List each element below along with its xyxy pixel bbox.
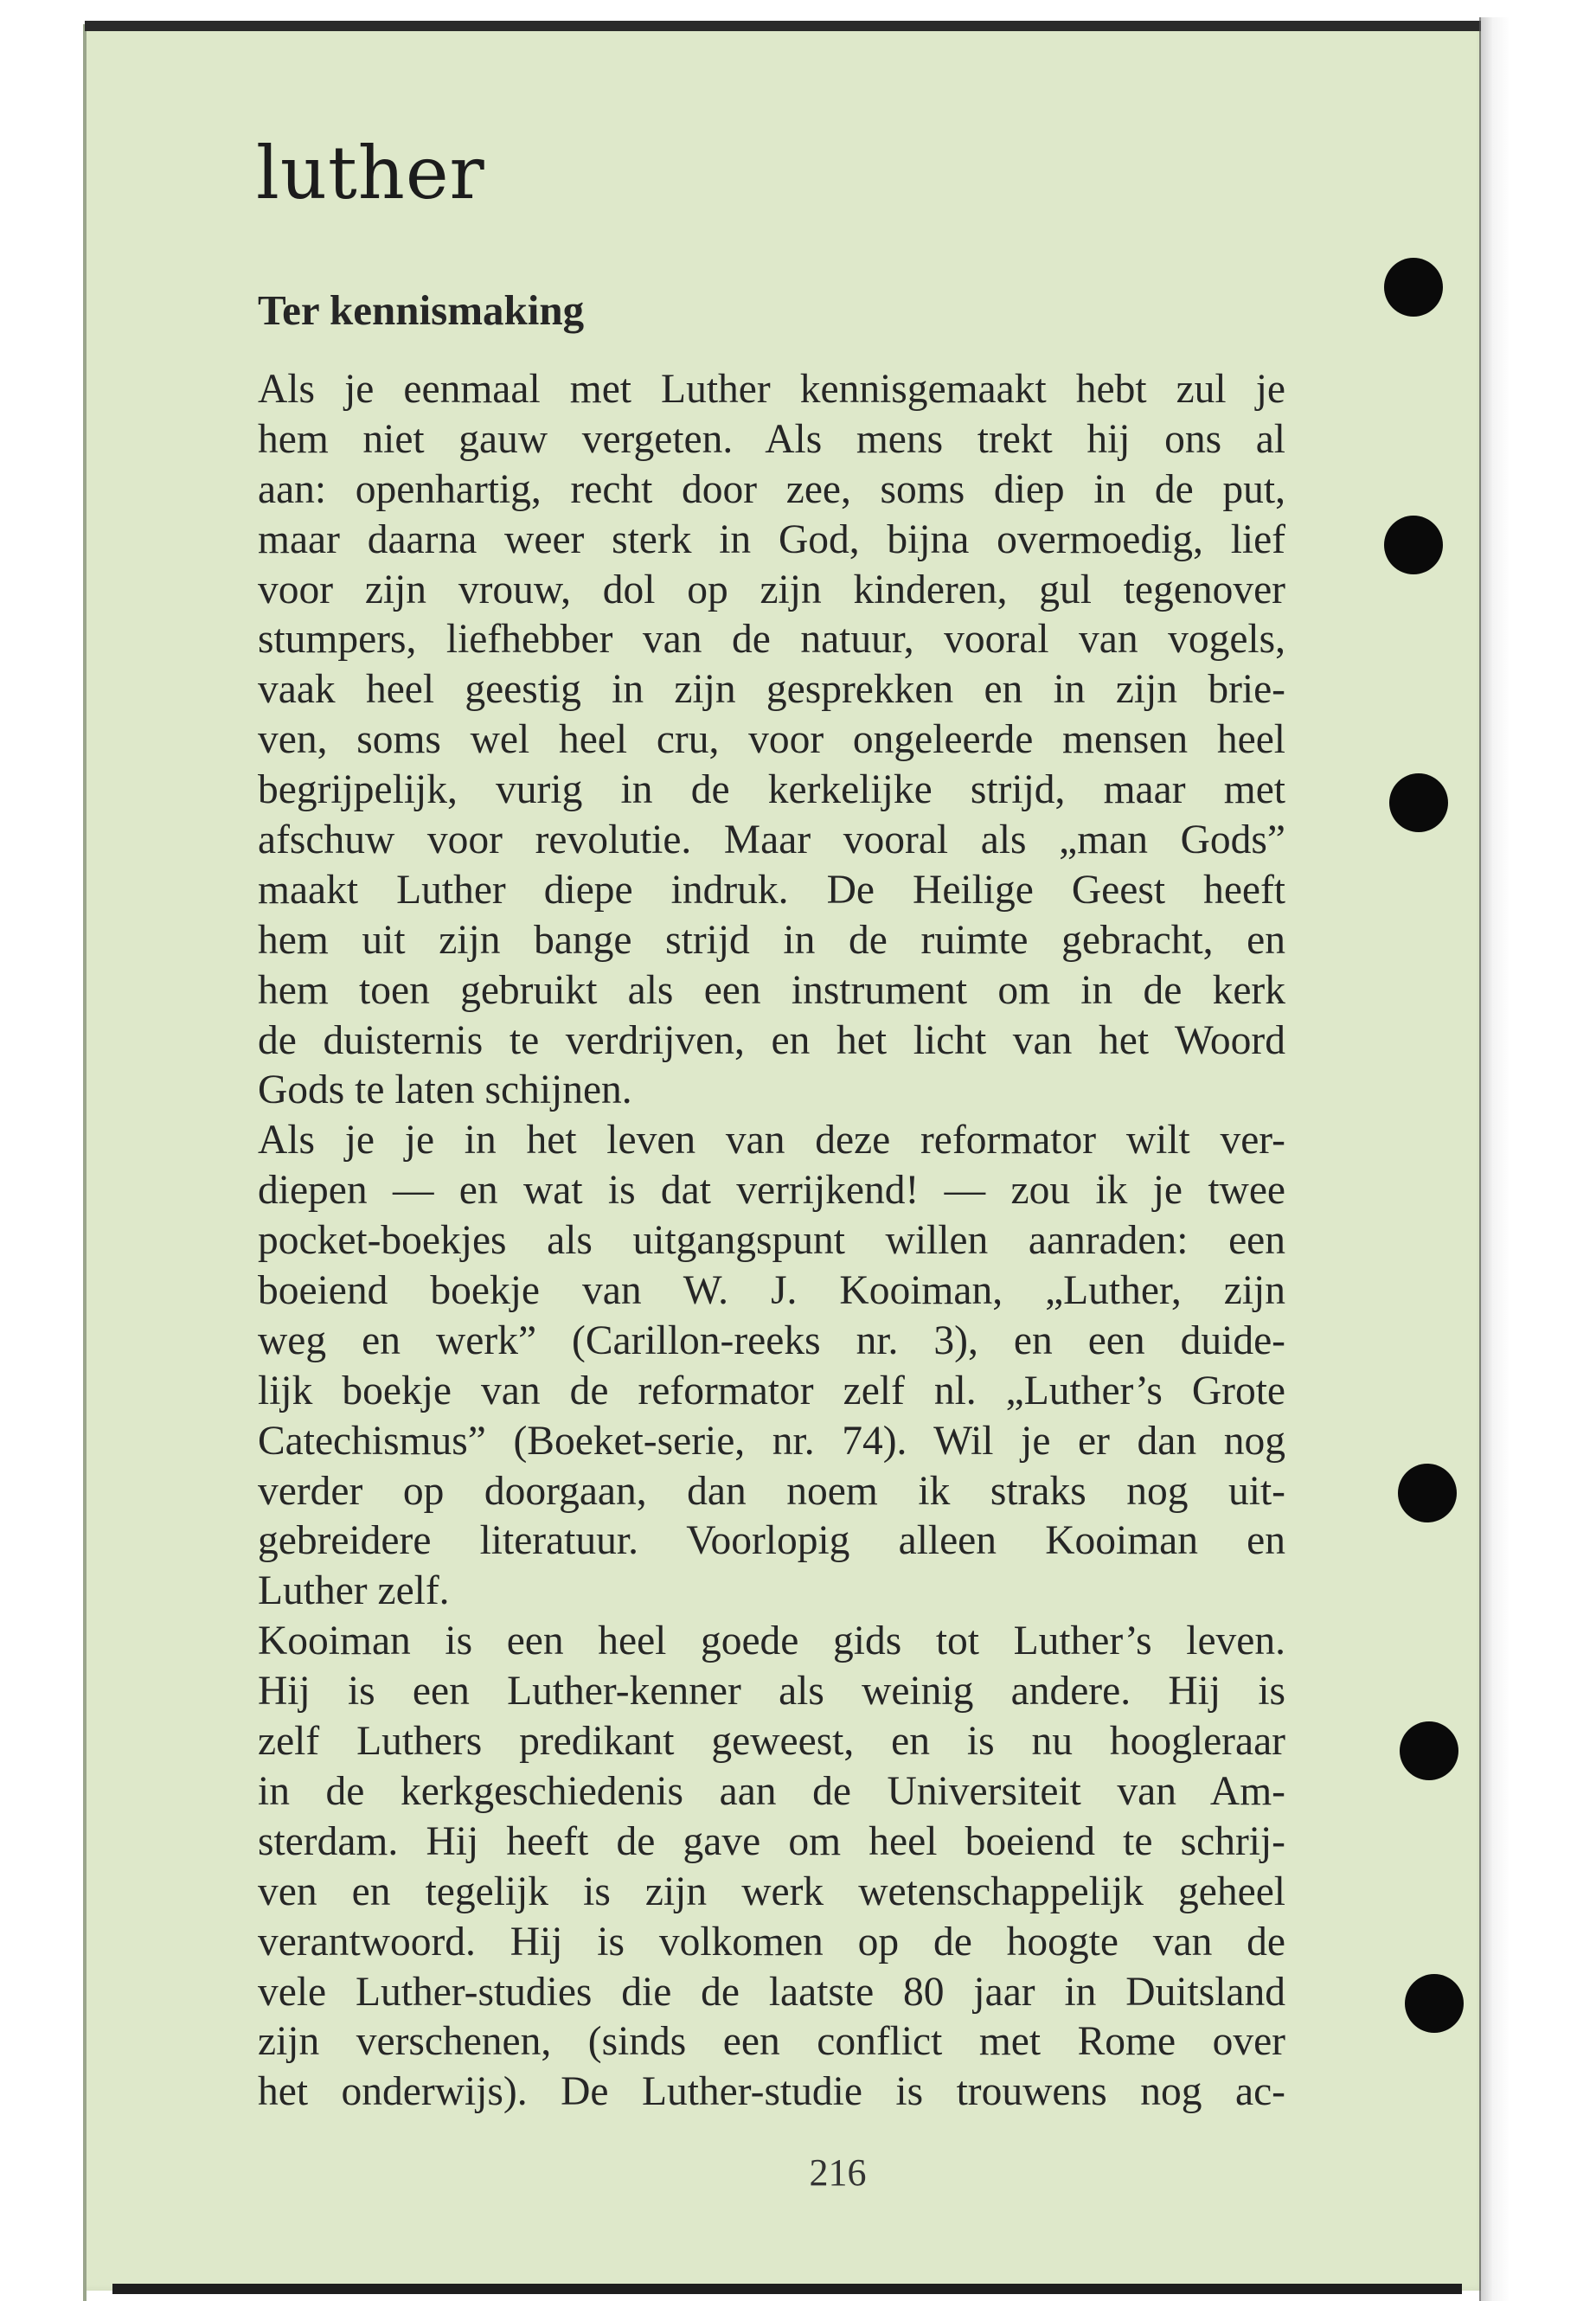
text-line: ven, soms wel heel cru, voor ongeleerde mensen heel bbox=[258, 717, 1285, 763]
bottom-edge bbox=[112, 2284, 1462, 2294]
binder-hole-icon bbox=[1384, 516, 1443, 574]
text-line: verder op doorgaan, dan noem ik straks nog uit- bbox=[258, 1468, 1285, 1514]
text-line: Als je eenmaal met Luther kennisgemaakt hebt zul je bbox=[258, 367, 1285, 412]
text-line: hem uit zijn bange strijd in de ruimte gebracht, en bbox=[258, 917, 1285, 963]
text-line: boeiend boekje van W. J. Kooiman, „Luther, zijn bbox=[258, 1268, 1285, 1314]
text-line: vaak heel geestig in zijn gesprekken en in zijn brie- bbox=[258, 667, 1285, 713]
text-line: lijk boekje van de reformator zelf nl. „Luther’s Grote bbox=[258, 1368, 1285, 1413]
text-line: Hij is een Luther-kenner als weinig andere. Hij is bbox=[258, 1669, 1285, 1715]
text-line: pocket-boekjes als uitgangspunt willen aanraden: een bbox=[258, 1218, 1285, 1264]
text-line: het onderwijs). De Luther-studie is trouwens nog ac- bbox=[258, 2069, 1285, 2115]
text-line: Als je je in het leven van deze reformator wilt ver- bbox=[258, 1118, 1285, 1163]
page-number-wrap bbox=[0, 2151, 1596, 2194]
text-line: begrijpelijk, vurig in de kerkelijke strijd, maar met bbox=[258, 767, 1285, 813]
text-line: weg en werk” (Carillon-reeks nr. 3), en een duide- bbox=[258, 1317, 1285, 1363]
text-line: zelf Luthers predikant geweest, en is nu hoogleraar bbox=[258, 1719, 1285, 1765]
text-line: hem niet gauw vergeten. Als mens trekt hij ons al bbox=[258, 416, 1285, 462]
text-line: stumpers, liefhebber van de natuur, vooral van vogels, bbox=[258, 617, 1285, 663]
text-line: vele Luther-studies die de laatste 80 jaar in Duitsland bbox=[258, 1969, 1285, 2015]
text-line: voor zijn vrouw, dol op zijn kinderen, gul tegenover bbox=[258, 567, 1285, 612]
text-line: verantwoord. Hij is volkomen op de hoogte van de bbox=[258, 1919, 1285, 1965]
page-title: luther bbox=[256, 131, 485, 215]
text-line: afschuw voor revolutie. Maar vooral als „man Gods” bbox=[258, 817, 1285, 863]
text-line: de duisternis te verdrijven, en het licht van het Woord bbox=[258, 1017, 1285, 1063]
text-line: diepen — en wat is dat verrijkend! — zou ik je twee bbox=[258, 1168, 1285, 1214]
text-line: zijn verschenen, (sinds een conflict met Rome over bbox=[258, 2019, 1285, 2065]
binder-hole-icon bbox=[1400, 1721, 1458, 1780]
text-line: hem toen gebruikt als een instrument om in de kerk bbox=[258, 967, 1285, 1013]
section-heading: Ter kennismaking bbox=[258, 286, 585, 334]
binder-hole-icon bbox=[1384, 258, 1443, 317]
binder-hole-icon bbox=[1405, 1974, 1464, 2033]
text-line: maar daarna weer sterk in God, bijna overmoedig, lief bbox=[258, 516, 1285, 562]
text-line: Luther zelf. bbox=[258, 1568, 450, 1614]
text-line: sterdam. Hij heeft de gave om heel boeiend te schrij- bbox=[258, 1818, 1285, 1864]
text-line: gebreidere literatuur. Voorlopig alleen Kooiman en bbox=[258, 1518, 1285, 1564]
left-edge bbox=[83, 24, 87, 2301]
binder-hole-icon bbox=[1398, 1464, 1457, 1522]
text-line: in de kerkgeschiedenis aan de Universiteit van Am- bbox=[258, 1768, 1285, 1814]
text-line: Catechismus” (Boeket-serie, nr. 74). Wil je er dan nog bbox=[258, 1418, 1285, 1464]
text-line: Kooiman is een heel goede gids tot Luther’s leven. bbox=[258, 1618, 1285, 1664]
right-edge-shadow bbox=[1481, 17, 1510, 2301]
text-line: Gods te laten schijnen. bbox=[258, 1067, 632, 1113]
text-line: maakt Luther diepe indruk. De Heilige Geest heeft bbox=[258, 867, 1285, 913]
text-line: ven en tegelijk is zijn werk wetenschappelijk geheel bbox=[258, 1868, 1285, 1914]
binder-hole-icon bbox=[1389, 773, 1448, 832]
text-line: aan: openhartig, recht door zee, soms diep in de put, bbox=[258, 466, 1285, 512]
body-text bbox=[258, 365, 1285, 2118]
page-number: 216 bbox=[809, 2151, 867, 2194]
top-edge bbox=[85, 21, 1490, 31]
